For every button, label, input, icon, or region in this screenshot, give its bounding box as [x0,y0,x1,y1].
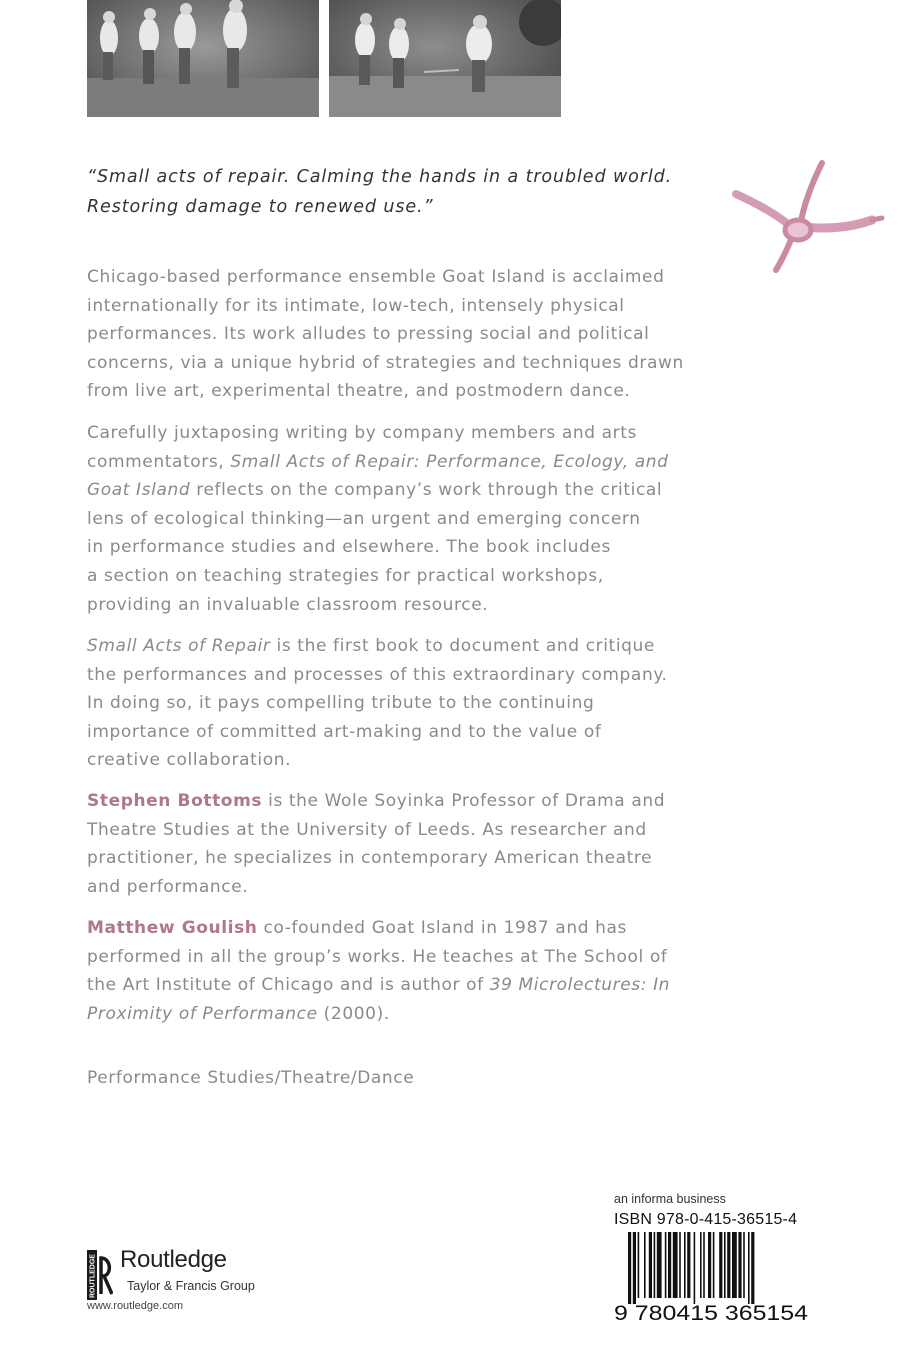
isbn-barcode [614,1232,809,1322]
barcode-bar [694,1232,696,1304]
book-title: Small Acts of Repair [87,636,271,656]
text-line: Theatre Studies at the University of Leeds. As researcher and [87,819,647,840]
description-paragraph-1 [87,263,727,406]
barcode-bar [751,1232,754,1304]
text-span: is the first book to document and critique [270,636,655,656]
text-line: and performance. [87,876,249,897]
text-line: Carefully juxtaposing writing by company members and arts [87,423,637,443]
barcode-bar [654,1232,656,1298]
author-bio-goulish [87,914,727,1028]
logo-vertical-text: ROUTLEDGE [89,1254,97,1298]
author-name: Matthew Goulish [87,918,258,938]
barcode-bar [687,1232,690,1298]
text-span: is the Wole Soyinka Professor of Drama and [262,791,666,811]
barcode-bar [748,1232,750,1304]
pull-quote [87,162,727,222]
barcode-bar [732,1232,737,1298]
text-line [87,971,727,1000]
text-line: providing an invaluable classroom resource. [87,594,489,615]
barcode-bar [668,1232,671,1298]
text-line [87,1000,727,1029]
text-line: importance of committed art-making and to the value of [87,721,602,742]
barcode-bar [638,1232,640,1298]
text-line: in performance studies and elsewhere. The book includes [87,537,611,558]
barcode-bars [628,1232,754,1304]
barcode-bar [628,1232,631,1304]
barcode-bar [679,1232,681,1298]
barcode-bar [713,1232,715,1298]
barcode-bar [708,1232,711,1298]
text-line [87,448,727,477]
text-line: lens of ecological thinking—an urgent and emerging concern [87,508,641,529]
text-span: commentators, [87,451,231,472]
book-title: Proximity of Performance [87,1003,318,1024]
barcode-bar [724,1232,726,1298]
barcode-bar [665,1232,667,1298]
text-span: co-founded Goat Island in 1987 and has [257,918,627,938]
photo-performance-left [87,0,319,117]
barcode-bar [649,1232,652,1298]
text-line: a section on teaching strategies for practical workshops, [87,565,604,586]
text-line [87,914,727,943]
author-bio-bottoms [87,787,727,901]
falling-figure-illustration [722,158,892,278]
text-span: the Art Institute of Chicago and is author of [87,975,490,996]
description-paragraph-3 [87,632,727,775]
barcode-bar [738,1232,741,1298]
barcode-bar [700,1232,702,1298]
text-line: creative collaboration. [87,750,292,771]
subject-category: Performance Studies/Theatre/Dance [87,1068,415,1088]
text-line: In doing so, it pays compelling tribute to the continuing [87,693,595,714]
barcode-bar [673,1232,678,1298]
publisher-website: www.routledge.com [87,1300,183,1312]
text-line: practitioner, he specializes in contemporary American theatre [87,848,653,869]
text-line [87,476,727,505]
barcode-bar [703,1232,705,1298]
barcode-bar [657,1232,662,1298]
text-line: from live art, experimental theatre, and postmodern dance. [87,381,631,402]
barcode-digits: 9 780415 365154 [614,1302,809,1322]
book-title: 39 Microlectures: In [489,975,671,996]
barcode-bar [727,1232,730,1298]
imprint-text: an informa business [614,1192,726,1206]
text-line [87,787,727,816]
barcode-bar [644,1232,646,1298]
publisher-group: Taylor & Francis Group [127,1279,255,1293]
barcode-bar [633,1232,636,1304]
barcode-bar [719,1232,722,1298]
barcode-bar [743,1232,745,1298]
photo-performance-right [329,0,561,117]
isbn-label: ISBN 978-0-415-36515-4 [614,1211,798,1228]
barcode-bar [684,1232,686,1298]
publisher-name: Routledge [120,1246,227,1273]
routledge-mark-icon [87,1250,113,1300]
text-line: performances. Its work alludes to pressing social and political [87,324,650,345]
description-paragraph-2 [87,419,727,619]
text-line: concerns, via a unique hybrid of strategies and techniques drawn [87,352,684,373]
text-line: the performances and processes of this extraordinary company. [87,664,668,685]
text-span: (2000). [317,1003,390,1024]
text-line: Chicago-based performance ensemble Goat Island is acclaimed [87,267,665,287]
book-title: Goat Island [87,480,191,501]
quote-line: Restoring damage to renewed use.” [87,197,434,217]
quote-line: “Small acts of repair. Calming the hands in a troubled world. [87,167,673,187]
text-line [87,632,727,661]
text-line: internationally for its intimate, low-tech, intensely physical [87,295,625,316]
text-span: reflects on the company’s work through the critical [190,480,663,501]
author-name: Stephen Bottoms [87,791,263,811]
text-line: performed in all the group’s works. He teaches at The School of [87,946,668,967]
book-title: Small Acts of Repair: Performance, Ecology, and [230,451,669,472]
